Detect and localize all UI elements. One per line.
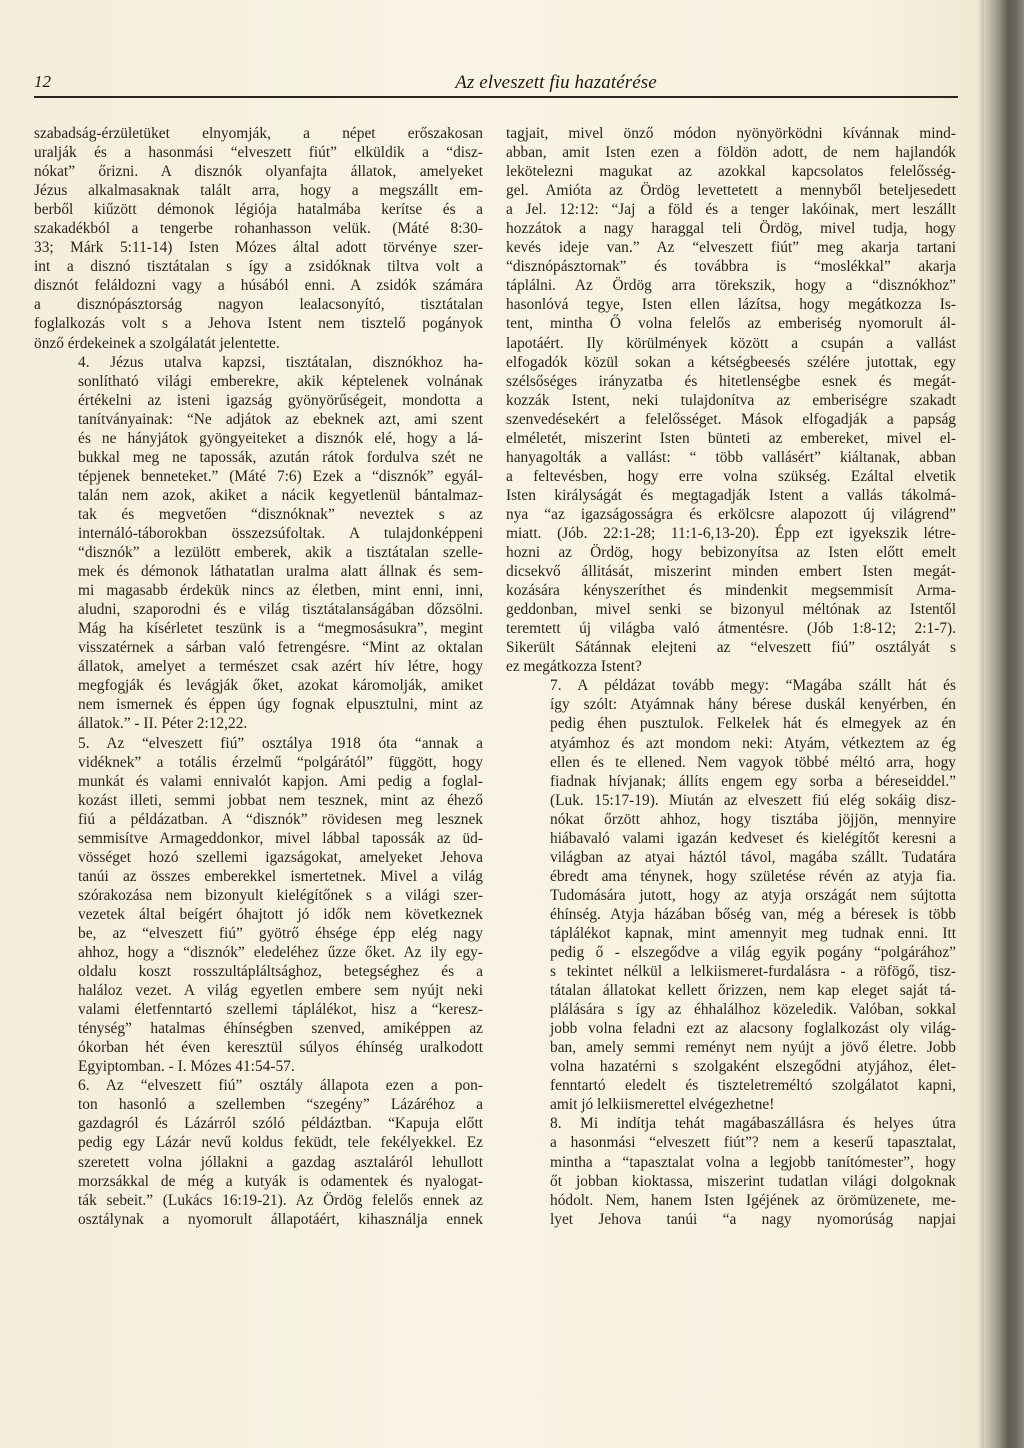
- text-line: oldalu koszt rosszultápláltsághoz, betegséghez és a: [78, 963, 483, 981]
- text-line: vösséget hozó szellemi igazságokat, amelyeket Jehova: [78, 848, 483, 866]
- text-line: ták sebeit.” (Lukács 16:19-21). Az Ördög felelős ennek az: [78, 1191, 483, 1209]
- text-line: int a disznó tisztátalan s így a zsidóknak tiltva volt a: [34, 258, 483, 276]
- text-line: visszatérnek a sárban való fetrengésre. “Mint az oktalan: [78, 639, 483, 657]
- text-line: pedig éhen pusztulok. Felkelek hát és elmegyek az én: [550, 715, 956, 733]
- text-line: tak és megvetően “disznóknak” neveztek s az: [78, 505, 483, 523]
- text-line: bukkal meg ne tapossák, azután rátok fordulva szét ne: [78, 448, 483, 466]
- text-line: talán nem azok, akiket a nácik kegyetlenül bántalmaz-: [78, 486, 483, 504]
- text-line: pedig egy Lázár nevű koldus feküdt, tele fekélyekkel. Ez: [78, 1134, 483, 1152]
- text-line: ban, amely semmi reményt nem nyújt a jövő életre. Jobb: [550, 1039, 956, 1057]
- text-line: morzsákkal de még a kutyák is odamentek és nyalogat-: [78, 1172, 483, 1190]
- text-line: nókat őrzött ahhoz, hogy tisztába jöjjön, mennyire: [550, 810, 956, 828]
- text-line: “disznók” a lezülött emberek, akik a tisztátalan szelle-: [78, 544, 483, 562]
- text-line: Jézus alkalmasaknak talált arra, hogy a megszállt em-: [34, 182, 483, 200]
- text-line: 5. Az “elveszett fiú” osztálya 1918 óta “annak a: [78, 734, 483, 752]
- text-column-left: [34, 124, 483, 1229]
- text-line: kozást illeti, semmi jobbat nem tesznek, mint az éhező: [78, 791, 483, 809]
- text-line: gel. Amióta az Ördög levettetett a mennyből beteljesedett: [506, 182, 956, 200]
- text-line: Egyiptomban. - I. Mózes 41:54-57.: [78, 1058, 295, 1076]
- paragraph: [34, 124, 483, 353]
- text-line: szeretett volna jóllakni a gazdag asztaláról lehullott: [78, 1153, 483, 1171]
- text-line: kevés ideje van.” Az “elveszett fiút” meg akarja tartani: [506, 239, 956, 257]
- text-line: állatok.” - II. Péter 2:12,22.: [78, 715, 248, 733]
- text-line: s tekintet nélkül a lelkiismeret-furdalásra - a röfögő, tisz-: [550, 963, 956, 981]
- text-line: atyámhoz és azt mondom neki: Atyám, vétkeztem az ég: [550, 734, 956, 752]
- text-line: értékelni az isteni igazság gyönyörűségeit, mondotta a: [78, 391, 483, 409]
- text-line: vidéknek” a totális érzelmű “polgárától” függött, hogy: [78, 753, 483, 771]
- text-line: a Jel. 12:12: “Jaj a föld és a tenger lakóinak, mert leszállt: [506, 201, 956, 219]
- text-line: semmisítve Armageddonkor, mivel lábbal tapossák az üd-: [78, 829, 483, 847]
- text-line: tanítványainak: “Ne adjátok az ebeknek azt, ami szent: [78, 410, 483, 428]
- text-line: táplálékot kapnak, mint amennyit meg tudnak enni. Itt: [550, 924, 956, 942]
- text-line: gazdagról és Lázárról szóló példáztban. “Kapuja előtt: [78, 1115, 483, 1133]
- text-line: a disznópásztorság nagyon lealacsonyító, tisztátalan: [34, 296, 483, 314]
- text-line: elméletét, miszerint Isten bünteti az embereket, mivel el-: [506, 429, 956, 447]
- text-line: disznót feláldozni vagy a húsából enni. A zsidók számára: [34, 277, 483, 295]
- text-line: be, az “elveszett fiú” gyötrő éhsége épp elég nagy: [78, 924, 483, 942]
- text-line: lekötelezni magukat az azokkal kapcsolatos felelősség-: [506, 163, 956, 181]
- text-line: munkát és valami ennivalót kapjon. Ami pedig a foglal-: [78, 772, 483, 790]
- text-line: fenntartó eledelt és tiszteletreméltó szolgálatot kapni,: [550, 1077, 956, 1095]
- text-line: internáló-táborokban összezsúfoltak. A tulajdonképpeni: [78, 524, 483, 542]
- text-line: hódolt. Nem, hanem Isten Igéjének az örömüzenete, me-: [550, 1191, 956, 1209]
- text-line: mi magasabb érdekük nincs az életben, mint enni, inni,: [78, 582, 483, 600]
- text-line: 4. Jézus utalva kapzsi, tisztátalan, disznókhoz ha-: [78, 353, 483, 371]
- text-line: szórakozása nem bizonyult kielégítőnek s a világi szer-: [78, 886, 483, 904]
- text-line: szakadékból a tengerbe rohanhasson velük. (Máté 8:30-: [34, 220, 483, 238]
- text-line: ellen és te ellened. Nem vagyok többé méltó arra, hogy: [550, 753, 956, 771]
- text-line: mek és démonok láthatatlan uralma alatt állnak és sem-: [78, 563, 483, 581]
- text-line: világban az atyai háztól távol, magába szállt. Tudatára: [550, 848, 956, 866]
- text-line: kozására kényszeríthet és mindenkit megsemmisít Arma-: [506, 582, 956, 600]
- text-line: volna hazatérni s szolgaként elszegődni atyjához, élet-: [550, 1058, 956, 1076]
- text-line: lyet Jehova tanúi “a nagy nyomorúság napjai: [550, 1210, 956, 1228]
- text-line: nya “az igazságosságra és erkölcsre alapozott új világrend”: [506, 505, 956, 523]
- text-line: uralják és a hasonmási “elveszett fiút” elküldik a “disz-: [34, 144, 483, 162]
- running-title: Az elveszett fiu hazatérése: [455, 72, 657, 93]
- header-rule: [34, 96, 958, 98]
- text-line: a hasonmási “elveszett fiút”? nem a keserű tapasztalat,: [550, 1134, 956, 1152]
- text-line: Sikerült Sátánnak elejteni az “elveszett fiú” osztályát s: [506, 639, 956, 657]
- text-line: (Luk. 15:17-19). Miután az elveszett fiú elég sokáig disz-: [550, 791, 956, 809]
- text-line: valami életfenntartó szellemi táplálékot, hisz a “keresz-: [78, 1001, 483, 1019]
- text-line: Isten királyságát és megtagadják Istent a vallás tákolmá-: [506, 486, 956, 504]
- text-line: pedig ő - elszegődve a világ egyik pogány “polgárához”: [550, 944, 956, 962]
- text-line: 6. Az “elveszett fiú” osztály állapota ezen a pon-: [78, 1077, 483, 1095]
- text-line: teremtett új világba való átmentésre. (Jób 1:8-12; 2:1-7).: [506, 620, 956, 638]
- text-line: fiadnak hívjanak; állíts engem egy sorba a béreseiddel.”: [550, 772, 956, 790]
- text-line: és ne hányjátok gyöngyeiteket a disznók elé, hogy a lá-: [78, 429, 483, 447]
- text-line: hanyagolták a vallást: “ több vallásért” kiáltanak, abban: [506, 448, 956, 466]
- text-line: Mág ha kísérletet teszünk is a “megmosásukra”, megint: [78, 620, 483, 638]
- text-line: miatt. (Jób. 22:1-28; 11:1-6,13-20). Épp ezt igyekszik létre-: [506, 524, 956, 542]
- text-line: “disznópásztornak” és továbbra is “moslékkal” akarja: [506, 258, 956, 276]
- text-line: a feltevésben, hogy erre volna szükség. Ezáltal elvetik: [506, 467, 956, 485]
- text-line: sonlítható világi emberekre, akik képtelenek volnának: [78, 372, 483, 390]
- text-line: aludni, szaporodni és e világ tisztátalanságában dőzsölni.: [78, 601, 483, 619]
- text-line: ton hasonló a szellemben “szegény” Lázáréhoz a: [78, 1096, 483, 1114]
- text-line: dicsekvő állitását, miszerint minden embert Isten megát-: [506, 563, 956, 581]
- text-line: fiú a példázatban. A “disznók” rövidesen meg lesznek: [78, 810, 483, 828]
- text-line: elfogadók közül sokan a kétségbeesés szélére jutottak, egy: [506, 353, 956, 371]
- text-line: tent, mintha Ő volna felelős az emberiség nyomorult ál-: [506, 315, 956, 333]
- text-line: amit jó lelkiismerettel elvégezhetne!: [550, 1096, 775, 1114]
- text-line: vezetek által beígért óhajtott jó idők nem következnek: [78, 905, 483, 923]
- text-line: tanúi az összes emberekkel ismertetnek. Mivel a világ: [78, 867, 483, 885]
- text-line: szélsőséges irányzatba és hitetlenségbe esnek és megát-: [506, 372, 956, 390]
- text-line: foglalkozás volt s a Jehova Istent nem tisztelő pogányok: [34, 315, 483, 333]
- text-line: plálására s így az éhhalálhoz közeledik. Valóban, sokkal: [550, 1001, 956, 1019]
- text-line: lapotáért. Ily körülmények között a csupán a vallást: [506, 334, 956, 352]
- text-line: őt jobban kioktassa, miszerint tudatlan világi dolgoknak: [550, 1172, 956, 1190]
- text-line: ahhoz, hogy a “disznók” eledeléhez űzze őket. Az ily egy-: [78, 944, 483, 962]
- text-line: ez megátkozza Istent?: [506, 658, 642, 676]
- text-line: tagjait, mivel önző módon nyönyörködni kívánnak mind-: [506, 125, 956, 142]
- paragraph: [34, 1076, 483, 1228]
- text-line: jobb volna feladni ezt az alacsony foglalkozást oly világ-: [550, 1020, 956, 1038]
- text-line: táplálni. Az Ördög arra törekszik, hogy a “disznókhoz”: [506, 277, 956, 295]
- text-line: abban, amit Isten ezen a földön adott, de nem hajlandók: [506, 144, 956, 162]
- paragraph: [506, 1114, 956, 1228]
- text-line: geddonban, mivel senki se bizonyul méltónak az Istentől: [506, 601, 956, 619]
- text-line: ébredt ama ténynek, hogy születése révén az atyja fia.: [550, 867, 956, 885]
- text-line: osztálynak a nyomorult állapotáért, kihasználja ennek: [78, 1210, 483, 1228]
- text-line: szenvedésekért a felelősséget. Mások elfogadják a papság: [506, 410, 956, 428]
- text-line: kozzák Istent, neki tulajdonítva az emberiségre szakadt: [506, 391, 956, 409]
- text-line: így szólt: Atyámnak hány bérese duskál kenyérben, én: [550, 696, 956, 714]
- text-line: 8. Mi indítja tehát magábaszállásra és helyes útra: [550, 1115, 956, 1133]
- page-header: [34, 72, 958, 98]
- text-line: nem ismernek és éppen úgy fognak elpusztulni, mint az: [78, 696, 483, 714]
- text-line: hozni az Ördög, hogy bebizonyítsa az Isten előtt emelt: [506, 544, 956, 562]
- text-line: hiábavaló valami igazán kedveset és kielégítőt keresni a: [550, 829, 956, 847]
- text-line: szabadság-érzületüket elnyomják, a népet erőszakosan: [34, 125, 483, 142]
- paragraph: [34, 734, 483, 1077]
- paragraph: [506, 676, 956, 1114]
- book-binding-edge: [984, 0, 1024, 1448]
- text-line: tépjenek benneteket.” (Máté 7:6) Ezek a “disznók” egyál-: [78, 467, 483, 485]
- text-line: hasonlóvá tegye, Isten ellen lázítsa, hogy megátkozza Is-: [506, 296, 956, 314]
- text-line: ókorban hét éven keresztül súlyos éhínség uralkodott: [78, 1039, 483, 1057]
- text-line: állatok, amelyet a természet csak azért hív létre, hogy: [78, 658, 483, 676]
- paragraph: [506, 124, 956, 676]
- page-number: 12: [34, 72, 51, 91]
- text-line: mintha a “tapasztalat volna a legjobb tanítómester”, hogy: [550, 1153, 956, 1171]
- text-line: tátalan állatokat kellett őrizzen, nem kap eleget saját tá-: [550, 982, 956, 1000]
- text-line: éhínség. Atyja házában bőség van, még a béresek is több: [550, 905, 956, 923]
- text-line: berből kiűzött démonok légiója hatalmába kerítse és a: [34, 201, 483, 219]
- text-line: 7. A példázat tovább megy: “Magába szállt hát és: [550, 677, 956, 695]
- paragraph: [34, 353, 483, 734]
- text-line: önző érdekeinek a szolgálatát jelentette.: [34, 334, 280, 352]
- text-line: hozzátok a nagy haraggal teli Ördög, mivel tudja, hogy: [506, 220, 956, 238]
- text-line: Tudomására jutott, hogy az atyja országát nem sújtotta: [550, 886, 956, 904]
- text-column-right: [506, 124, 956, 1229]
- text-line: nókat” őrizni. A disznók olyanfajta állatok, amelyeket: [34, 163, 483, 181]
- text-line: ténység” hatalmas éhínségben szenved, amiképpen az: [78, 1020, 483, 1038]
- text-line: megfogják és levágják őket, azokat káromolják, amiket: [78, 677, 483, 695]
- text-line: 33; Márk 5:11-14) Isten Mózes által adott törvénye szer-: [34, 239, 483, 257]
- text-line: haláloz vezet. A világ egyetlen embere sem nyújt neki: [78, 982, 483, 1000]
